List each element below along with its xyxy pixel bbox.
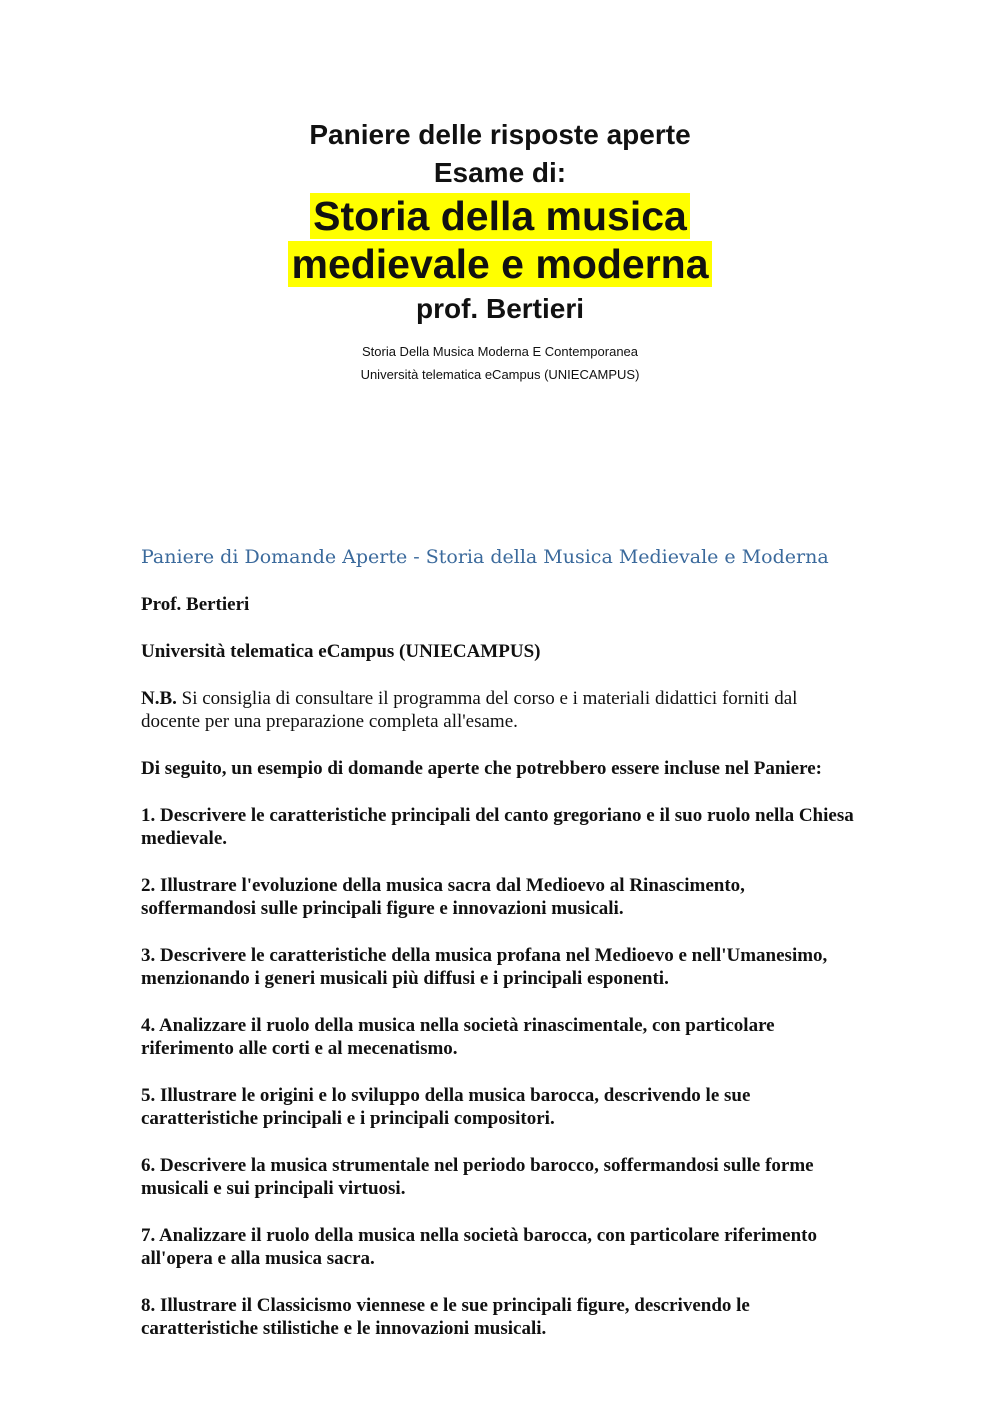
note-label: N.B. xyxy=(141,688,177,709)
document-body xyxy=(141,543,861,1364)
document-heading: Paniere di Domande Aperte - Storia della Musica Medievale e Moderna xyxy=(141,546,829,568)
question-item: 3. Descrivere le caratteristiche della musica profana nel Medioevo e nell'Umanesimo, menzionando i generi musicali più diffusi e i principali esponenti. xyxy=(141,945,828,989)
note-text: Si consiglia di consultare il programma del corso e i materiali didattici forniti dal docente per una preparazione completa all'esame. xyxy=(141,688,798,732)
question-item: 1. Descrivere le caratteristiche principali del canto gregoriano e il suo ruolo nella Chiesa medievale. xyxy=(141,805,854,849)
question-list xyxy=(141,804,861,1340)
document-intro: Di seguito, un esempio di domande aperte che potrebbero essere incluse nel Paniere: xyxy=(141,758,822,779)
cover-university: Università telematica eCampus (UNIECAMPUS) xyxy=(360,367,640,382)
question-item: 5. Illustrare le origini e lo sviluppo della musica barocca, descrivendo le sue caratteristiche principali e i principali compositori. xyxy=(141,1085,751,1129)
question-item: 8. Illustrare il Classicismo viennese e le sue principali figure, descrivendo le caratteristiche stilistiche e le innovazioni musicali. xyxy=(141,1295,750,1339)
document-professor: Prof. Bertieri xyxy=(141,594,250,615)
cover-subject-line-2 xyxy=(0,240,1000,288)
cover-professor: prof. Bertieri xyxy=(415,293,585,324)
cover-subject-line-1 xyxy=(0,192,1000,240)
cover-page xyxy=(0,116,1000,386)
document-university: Università telematica eCampus (UNIECAMPUS) xyxy=(141,641,541,662)
cover-title: Paniere delle risposte aperte xyxy=(309,119,691,150)
cover-course: Storia Della Musica Moderna E Contemporanea xyxy=(361,344,639,359)
question-item: 4. Analizzare il ruolo della musica nella società rinascimentale, con particolare riferimento alle corti e al mecenatismo. xyxy=(141,1015,775,1059)
question-item: 7. Analizzare il ruolo della musica nella società barocca, con particolare riferimento all'opera e alla musica sacra. xyxy=(141,1225,817,1269)
subject-highlight-1: Storia della musica xyxy=(310,193,690,239)
document-note xyxy=(141,687,861,733)
question-item: 6. Descrivere la musica strumentale nel periodo barocco, soffermandosi sulle forme musicali e sui principali virtuosi. xyxy=(141,1155,814,1199)
cover-exam-label: Esame di: xyxy=(433,157,567,188)
subject-highlight-2: medievale e moderna xyxy=(288,241,711,287)
question-item: 2. Illustrare l'evoluzione della musica sacra dal Medioevo al Rinascimento, soffermandosi sulle principali figure e innovazioni musicali. xyxy=(141,875,745,919)
